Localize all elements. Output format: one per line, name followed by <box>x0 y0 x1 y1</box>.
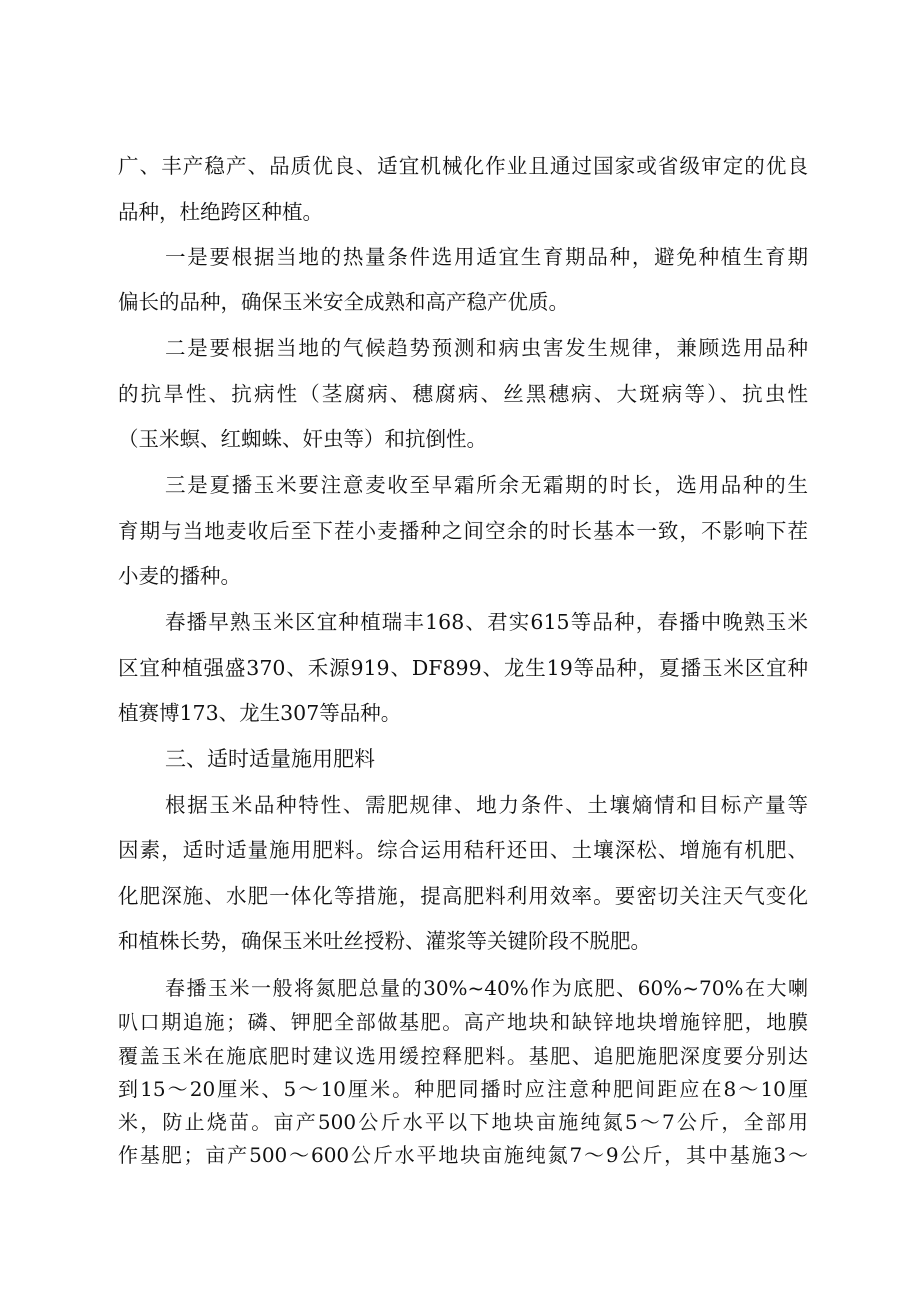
paragraph-4-line-3: 小麦的播种。 <box>118 564 241 588</box>
paragraph-2-line-2: 偏长的品种，确保玉米安全成熟和高产稳产优质。 <box>118 290 569 314</box>
paragraph-7-line-2: 叭口期追施；磷、钾肥全部做基肥。高产地块和缺锌地块增施锌肥，地膜 <box>118 1010 808 1034</box>
paragraph-7-line-1: 春播玉米一般将氮肥总量的30%~40%作为底肥、60%~70%在大喇 <box>165 976 808 1000</box>
paragraph-6-line-2: 因素，适时适量施用肥料。综合运用秸秆还田、土壤深松、增施有机肥、 <box>118 838 808 862</box>
paragraph-3-line-3: （玉米螟、红蜘蛛、奸虫等）和抗倒性。 <box>118 427 487 451</box>
paragraph-3-line-1: 二是要根据当地的气候趋势预测和病虫害发生规律，兼顾选用品种 <box>165 336 808 360</box>
paragraph-5-line-1: 春播早熟玉米区宜种植瑞丰168、君实615等品种，春播中晚熟玉米 <box>165 610 808 634</box>
paragraph-5-line-2: 区宜种植强盛370、禾源919、DF899、龙生19等品种，夏播玉米区宜种 <box>118 656 808 680</box>
paragraph-7-line-6: 作基肥；亩产500～600公斤水平地块亩施纯氮7～9公斤，其中基施3～ <box>118 1143 808 1167</box>
paragraph-6-line-4: 和植株长势，确保玉米吐丝授粉、灌浆等关键阶段不脱肥。 <box>118 929 651 953</box>
paragraph-5-line-3: 植赛博173、龙生307等品种。 <box>118 701 402 725</box>
paragraph-3-line-2: 的抗旱性、抗病性（茎腐病、穗腐病、丝黑穗病、大斑病等）、抗虫性 <box>118 382 808 406</box>
paragraph-7-line-4: 到15～20厘米、5～10厘米。种肥同播时应注意种肥间距应在8～10厘 <box>118 1077 808 1101</box>
paragraph-2-line-1: 一是要根据当地的热量条件选用适宜生育期品种，避免种植生育期 <box>165 245 808 269</box>
paragraph-4-line-2: 育期与当地麦收后至下茬小麦播种之间空余的时长基本一致，不影响下茬 <box>118 519 808 543</box>
paragraph-7-line-5: 米，防止烧苗。亩产500公斤水平以下地块亩施纯氮5～7公斤，全部用 <box>118 1110 808 1134</box>
section-heading: 三、适时适量施用肥料 <box>165 747 375 771</box>
paragraph-1-line-2: 品种，杜绝跨区种植。 <box>118 200 323 224</box>
paragraph-6-line-3: 化肥深施、水肥一体化等措施，提高肥料利用效率。要密切关注天气变化 <box>118 884 808 908</box>
paragraph-6-line-1: 根据玉米品种特性、需肥规律、地力条件、土壤熵情和目标产量等 <box>165 793 808 817</box>
paragraph-7-line-3: 覆盖玉米在施底肥时建议选用缓控释肥料。基肥、追肥施肥深度要分别达 <box>118 1044 808 1068</box>
paragraph-1-line-1: 广、丰产稳产、品质优良、适宜机械化作业且通过国家或省级审定的优良 <box>118 154 808 178</box>
paragraph-4-line-1: 三是夏播玉米要注意麦收至早霜所余无霜期的时长，选用品种的生 <box>165 473 808 497</box>
